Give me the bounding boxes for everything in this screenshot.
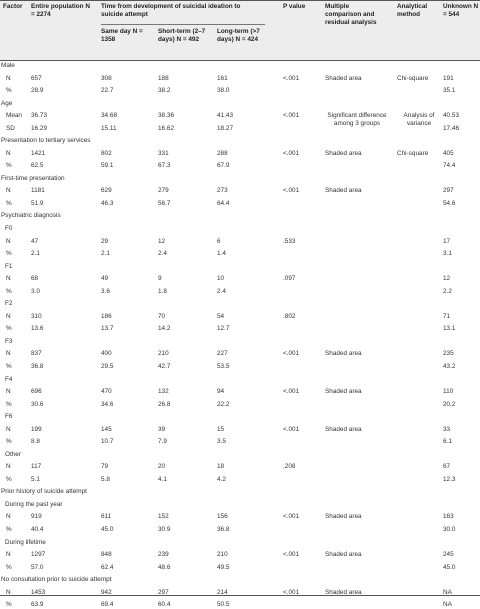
cell-short-term: 4.1	[158, 475, 167, 483]
cell-unknown: 67	[443, 463, 451, 471]
section-label: Presentation to tertiary services	[1, 137, 91, 145]
cell-unknown: NA	[443, 601, 452, 609]
row-label: N	[6, 463, 11, 471]
cell-short-term: 56.7	[158, 199, 171, 207]
cell-same-day: 34.6	[101, 400, 114, 408]
cell-long-term: 94	[217, 388, 225, 396]
cell-short-term: 297	[158, 588, 169, 596]
cell-long-term: 4.2	[217, 475, 226, 483]
cell-short-term: 331	[158, 149, 169, 157]
cell-long-term: 22.2	[217, 400, 230, 408]
cell-short-term: 239	[158, 551, 169, 559]
cell-entire: 117	[31, 463, 42, 471]
row-label: %	[6, 438, 12, 446]
section-label: Male	[1, 62, 15, 69]
cell-entire: 1297	[31, 551, 46, 559]
cell-entire: 1181	[31, 187, 45, 195]
section-label: Psychiatric diagnosis	[1, 212, 61, 220]
cell-short-term: 152	[158, 513, 169, 521]
header-entire-population: Entire population N = 2274	[31, 3, 90, 18]
cell-unknown: 30.0	[443, 525, 456, 533]
cell-same-day: 145	[101, 425, 112, 433]
cell-unknown: 40.53	[443, 112, 459, 120]
cell-unknown: 43.2	[443, 362, 456, 370]
cell-short-term: 20	[158, 463, 166, 471]
header-same-day: Same day N = 1358	[101, 28, 143, 43]
cell-long-term: 210	[217, 551, 228, 559]
cell-same-day: 942	[101, 588, 112, 596]
cell-entire: 57.0	[31, 563, 44, 571]
cell-short-term: 48.6	[158, 563, 171, 571]
cell-same-day: 29.5	[101, 362, 114, 370]
cell-entire: 51.9	[31, 199, 44, 207]
cell-unknown: 74.4	[443, 162, 456, 170]
cell-long-term: 54	[217, 312, 225, 320]
header-short-term: Short-term (2–7 days) N = 492	[158, 28, 206, 43]
row-label: N	[6, 588, 11, 596]
row-label: %	[6, 250, 12, 258]
row-label: %	[6, 400, 12, 408]
cell-multiple-comparison: Shaded area	[325, 551, 362, 559]
row-label: N	[6, 237, 11, 245]
row-label: %	[6, 525, 12, 533]
cell-short-term: 38.36	[158, 112, 174, 120]
cell-entire: 310	[31, 312, 42, 320]
cell-unknown: 35.1	[443, 87, 456, 95]
cell-long-term: 12.7	[217, 325, 230, 333]
cell-analytical-method: Chi-square	[397, 74, 429, 82]
header-long-term: Long-term (>7 days) N = 424	[217, 28, 260, 43]
cell-unknown: 405	[443, 149, 454, 157]
header-unknown: Unknown N = 544	[443, 3, 479, 18]
section-label: Age	[1, 99, 13, 107]
cell-entire: 28.9	[31, 87, 44, 95]
bottom-rule	[0, 595, 480, 596]
row-label: Mean	[6, 112, 22, 120]
cell-entire: 30.6	[31, 400, 44, 408]
cell-long-term: 49.5	[217, 563, 230, 571]
cell-same-day: 848	[101, 551, 112, 559]
cell-entire: 36.73	[31, 112, 47, 120]
cell-unknown: 191	[443, 74, 454, 82]
cell-entire: 5.1	[31, 475, 40, 483]
cell-multiple-comparison: Shaded area	[325, 425, 362, 433]
cell-unknown: 3.1	[443, 250, 452, 258]
section-label: First-time presentation	[1, 174, 65, 182]
section-label: F1	[5, 262, 13, 270]
cell-long-term: 50.5	[217, 601, 230, 609]
cell-analytical-method: Chi-square	[397, 149, 429, 157]
cell-multiple-comparison: Shaded area	[325, 513, 362, 521]
cell-same-day: 186	[101, 312, 112, 320]
cell-multiple-comparison: Shaded area	[325, 187, 362, 195]
cell-long-term: 156	[217, 513, 228, 521]
cell-unknown: NA	[443, 588, 452, 596]
cell-unknown: 17	[443, 237, 451, 245]
cell-long-term: 161	[217, 74, 228, 82]
cell-same-day: 802	[101, 149, 112, 157]
cell-same-day: 79	[101, 463, 109, 471]
cell-same-day: 611	[101, 513, 112, 521]
cell-same-day: 3.6	[101, 287, 110, 295]
cell-multiple-comparison: Significant difference among 3 groups	[327, 111, 387, 127]
cell-multiple-comparison: Shaded area	[325, 350, 362, 358]
row-label: %	[6, 287, 12, 295]
cell-short-term: 1.8	[158, 287, 167, 295]
row-label: %	[6, 475, 12, 483]
cell-long-term: 38.0	[217, 87, 230, 95]
cell-long-term: 3.5	[217, 438, 226, 446]
cell-long-term: 273	[217, 187, 228, 195]
section-label: F2	[5, 300, 13, 308]
cell-long-term: 67.9	[217, 162, 230, 170]
cell-short-term: 210	[158, 350, 169, 358]
cell-unknown: 45.0	[443, 563, 456, 571]
cell-short-term: 188	[158, 74, 169, 82]
header-rule	[0, 60, 480, 61]
cell-same-day: 49	[101, 275, 109, 283]
cell-entire: 3.0	[31, 287, 40, 295]
cell-same-day: 470	[101, 388, 112, 396]
cell-short-term: 70	[158, 312, 166, 320]
row-label: N	[6, 74, 11, 82]
cell-short-term: 38.2	[158, 87, 171, 95]
cell-entire: 696	[31, 388, 42, 396]
row-label: %	[6, 601, 12, 609]
cell-short-term: 30.9	[158, 525, 171, 533]
row-label: N	[6, 187, 11, 195]
section-label: F4	[5, 375, 13, 383]
section-label: F0	[5, 225, 13, 233]
cell-p-value: <.001	[283, 74, 300, 82]
cell-short-term: 12	[158, 237, 166, 245]
section-label: During the past year	[5, 500, 63, 508]
row-label: %	[6, 199, 12, 207]
cell-entire: 16.29	[31, 124, 47, 132]
row-label: N	[6, 425, 11, 433]
cell-unknown: 20.2	[443, 400, 456, 408]
cell-long-term: 36.8	[217, 525, 230, 533]
cell-long-term: 41.43	[217, 112, 233, 120]
cell-p-value: <.001	[283, 513, 300, 521]
cell-short-term: 26.8	[158, 400, 171, 408]
header-multiple-comparison: Multiple comparison and residual analysis	[325, 3, 377, 26]
row-label: %	[6, 325, 12, 333]
cell-unknown: 2.2	[443, 287, 452, 295]
row-label: N	[6, 513, 11, 521]
cell-unknown: 245	[443, 551, 454, 559]
row-label: %	[6, 162, 12, 170]
section-label: F3	[5, 337, 13, 345]
cell-same-day: 13.7	[101, 325, 114, 333]
section-label: F6	[5, 413, 13, 421]
cell-short-term: 39	[158, 425, 166, 433]
cell-long-term: 6	[217, 237, 221, 245]
cell-long-term: 53.5	[217, 362, 230, 370]
cell-p-value: <.001	[283, 551, 300, 559]
cell-multiple-comparison: Shaded area	[325, 149, 362, 157]
cell-same-day: 45.0	[101, 525, 114, 533]
cell-same-day: 15.11	[101, 124, 117, 132]
cell-same-day: 2.1	[101, 250, 110, 258]
header-factor: Factor	[3, 3, 23, 10]
row-label: N	[6, 312, 11, 320]
row-label: N	[6, 149, 11, 157]
cell-same-day: 62.4	[101, 563, 114, 571]
cell-same-day: 59.1	[101, 162, 114, 170]
cell-same-day: 400	[101, 350, 112, 358]
cell-p-value: <.001	[283, 350, 300, 358]
cell-entire: 63.9	[31, 601, 44, 609]
cell-same-day: 34.68	[101, 112, 117, 120]
cell-unknown: 17.46	[443, 124, 459, 132]
cell-multiple-comparison: Shaded area	[325, 588, 362, 596]
cell-entire: 1421	[31, 149, 46, 157]
cell-multiple-comparison: Shaded area	[325, 388, 362, 396]
header-group-rule	[101, 24, 265, 25]
cell-entire: 47	[31, 237, 39, 245]
cell-entire: 1453	[31, 588, 46, 596]
cell-p-value: <.001	[283, 388, 300, 396]
cell-unknown: 12	[443, 275, 451, 283]
cell-short-term: 9	[158, 275, 162, 283]
row-label: N	[6, 350, 11, 358]
cell-short-term: 2.4	[158, 250, 167, 258]
cell-long-term: 15	[217, 425, 225, 433]
row-label: %	[6, 87, 12, 95]
cell-entire: 199	[31, 425, 42, 433]
cell-unknown: 71	[443, 312, 451, 320]
row-label: N	[6, 275, 11, 283]
cell-long-term: 64.4	[217, 199, 230, 207]
cell-entire: 13.6	[31, 325, 44, 333]
cell-long-term: 18	[217, 463, 225, 471]
cell-unknown: 163	[443, 513, 454, 521]
cell-short-term: 279	[158, 187, 169, 195]
cell-same-day: 29	[101, 237, 109, 245]
cell-entire: 2.1	[31, 250, 40, 258]
header-p-value: P value	[283, 3, 306, 10]
row-label: N	[6, 551, 11, 559]
cell-long-term: 288	[217, 149, 228, 157]
cell-p-value: <.001	[283, 588, 300, 596]
cell-short-term: 42.7	[158, 362, 171, 370]
cell-same-day: 69.4	[101, 601, 114, 609]
cell-same-day: 308	[101, 74, 112, 82]
cell-p-value: .533	[283, 237, 296, 245]
cell-long-term: 1.4	[217, 250, 226, 258]
cell-multiple-comparison: Shaded area	[325, 74, 362, 82]
cell-entire: 8.8	[31, 438, 40, 446]
cell-long-term: 2.4	[217, 287, 226, 295]
cell-entire: 68	[31, 275, 39, 283]
cell-unknown: 297	[443, 187, 454, 195]
row-label: SD	[6, 124, 15, 132]
cell-same-day: 629	[101, 187, 112, 195]
cell-short-term: 60.4	[158, 601, 171, 609]
cell-unknown: 6.1	[443, 438, 452, 446]
cell-short-term: 132	[158, 388, 169, 396]
cell-entire: 919	[31, 513, 42, 521]
cell-short-term: 14.2	[158, 325, 171, 333]
cell-entire: 36.8	[31, 362, 44, 370]
cell-same-day: 22.7	[101, 87, 114, 95]
cell-unknown: 12.3	[443, 475, 456, 483]
cell-p-value: <.001	[283, 149, 300, 157]
cell-same-day: 5.8	[101, 475, 110, 483]
cell-p-value: .802	[283, 312, 296, 320]
cell-p-value: <.001	[283, 112, 300, 120]
row-label: %	[6, 362, 12, 370]
cell-unknown: 110	[443, 388, 454, 396]
header-time-group: Time from development of suicidal ideation to suicide attempt	[101, 3, 241, 18]
header-analytical-method: Analytical method	[397, 3, 428, 18]
cell-same-day: 10.7	[101, 438, 114, 446]
cell-p-value: .208	[283, 463, 296, 471]
cell-entire: 62.5	[31, 162, 44, 170]
cell-p-value: <.001	[283, 187, 300, 195]
cell-long-term: 227	[217, 350, 228, 358]
cell-long-term: 18.27	[217, 124, 233, 132]
row-label: %	[6, 563, 12, 571]
cell-p-value: .097	[283, 275, 296, 283]
section-label: Other	[5, 450, 21, 458]
cell-long-term: 214	[217, 588, 228, 596]
cell-analytical-method: Analysis of variance	[403, 111, 435, 127]
cell-same-day: 46.3	[101, 199, 114, 207]
cell-short-term: 67.3	[158, 162, 171, 170]
cell-short-term: 16.62	[158, 124, 174, 132]
section-label: Prior history of suicide attempt	[1, 488, 87, 496]
section-label: No consultation prior to suicide attempt	[1, 576, 112, 584]
cell-unknown: 13.1	[443, 325, 456, 333]
cell-unknown: 54.6	[443, 199, 456, 207]
cell-short-term: 7.9	[158, 438, 167, 446]
top-rule	[0, 0, 480, 1]
cell-unknown: 235	[443, 350, 454, 358]
row-label: N	[6, 388, 11, 396]
cell-long-term: 10	[217, 275, 225, 283]
section-label: During lifetime	[5, 538, 46, 546]
cell-unknown: 33	[443, 425, 451, 433]
cell-entire: 657	[31, 74, 42, 82]
cell-entire: 837	[31, 350, 42, 358]
cell-entire: 40.4	[31, 525, 44, 533]
cell-p-value: <.001	[283, 425, 300, 433]
